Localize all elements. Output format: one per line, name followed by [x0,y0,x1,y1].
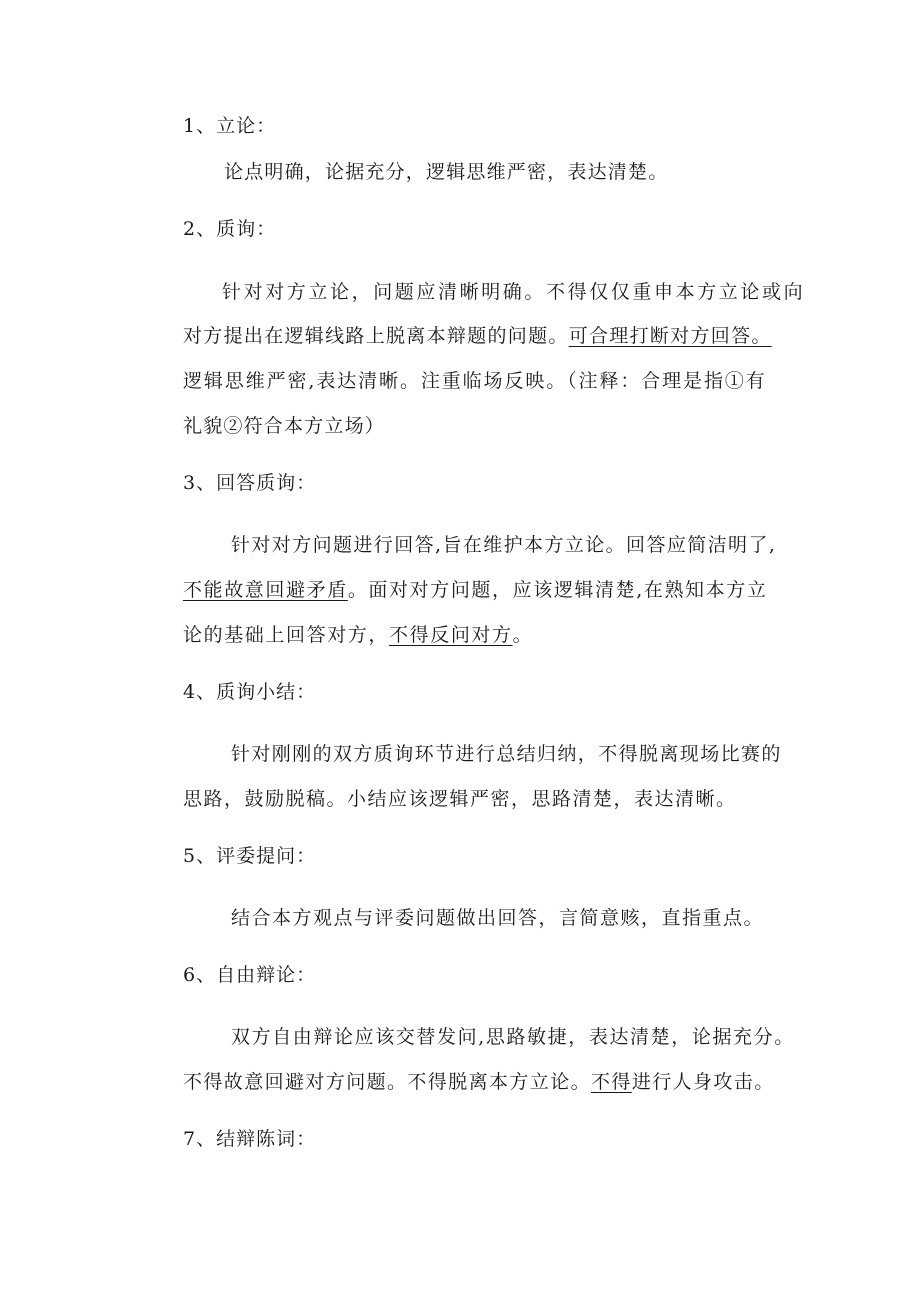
line-text: 。 [512,624,534,646]
section-2-line-4: 礼貌②符合本方立场） [183,415,386,437]
section-heading-3: 3、回答质询： [183,472,317,494]
section-heading-5: 5、评委提问： [183,845,317,867]
underlined-text: 可合理打断对方回答。 [568,325,772,347]
section-4-line-1: 针对刚刚的双方质询环节进行总结归纳，不得脱离现场比赛的 [231,743,782,765]
section-2-line-2 [183,324,772,348]
section-3-line-2 [183,578,767,602]
section-6-line-1: 双方自由辩论应该交替发问,思路敏捷，表达清楚，论据充分。 [231,1026,795,1048]
section-4-line-2: 思路，鼓励脱稿。小结应该逻辑严密，思路清楚，表达清晰。 [183,788,737,810]
line-text: 进行人身攻击。 [631,1071,775,1093]
section-2-line-3: 逻辑思维严密,表达清晰。注重临场反映。（注释：合理是指①有 [183,370,767,392]
line-text: 。面对对方问题，应该逻辑清楚,在熟知本方立 [347,579,768,601]
section-heading-4: 4、质询小结： [183,681,317,703]
underlined-text: 不得反问对方 [389,624,513,646]
underlined-text: 不得 [591,1071,632,1093]
section-3-line-3 [183,623,533,647]
line-text: 对方提出在逻辑线路上脱离本辩题的问题。 [183,325,569,347]
section-heading-2: 2、质询： [183,218,277,240]
section-1-line-1: 论点明确，论据充分，逻辑思维严密，表达清楚。 [224,161,669,183]
line-text: 论的基础上回答对方， [183,624,390,646]
section-3-line-1: 针对对方问题进行回答,旨在维护本方立论。回答应简洁明了, [231,534,777,556]
section-heading-1: 1、立论： [183,115,277,137]
section-6-line-2 [183,1070,775,1094]
section-heading-7: 7、结辩陈词： [183,1128,317,1150]
section-heading-6: 6、自由辩论： [183,964,317,986]
section-5-line-1: 结合本方观点与评委问题做出回答，言简意赅，直指重点。 [231,907,765,929]
line-text: 不得故意回避对方问题。不得脱离本方立论。 [183,1071,592,1093]
section-2-line-1: 针对对方立论，问题应清晰明确。不得仅仅重申本方立论或向 [222,281,806,303]
underlined-text: 不能故意回避矛盾 [183,579,348,601]
